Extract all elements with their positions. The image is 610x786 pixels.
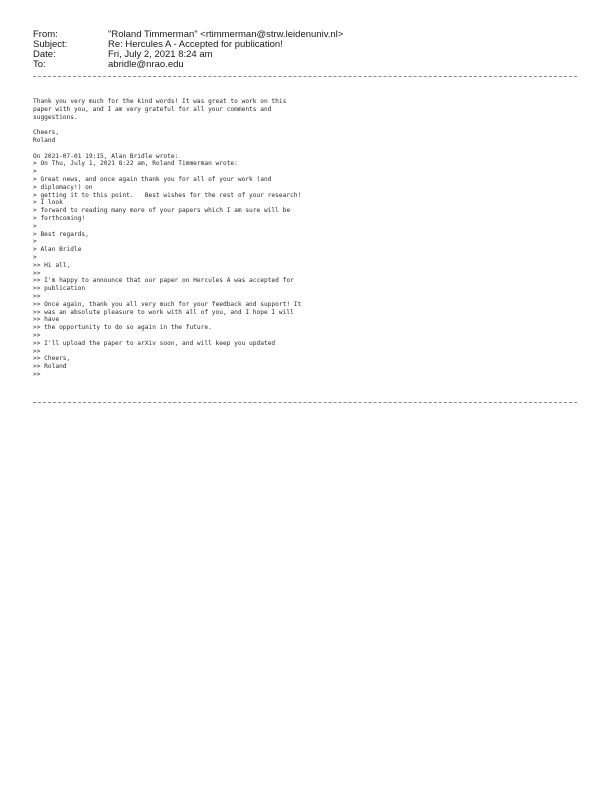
body-line: Thank you very much for the kind words! It was great to work on this — [33, 98, 287, 105]
body-line: >> — [33, 269, 41, 277]
body-line: paper with you, and I am very grateful for all your comments and — [33, 105, 272, 113]
to-row — [33, 60, 343, 70]
body-line: >> — [33, 347, 41, 355]
body-line: Roland — [33, 136, 56, 144]
body-line: >> publication — [33, 285, 86, 293]
body-line: >> Once again, thank you all very much for your feedback and support! It — [33, 300, 302, 308]
date-label: Date: — [33, 49, 56, 60]
body-line: > forward to reading many more of your papers which I am sure will be — [33, 207, 291, 215]
body-line: On 2021-07-01 19:15, Alan Bridle wrote: — [33, 152, 179, 160]
date-value: Fri, July 2, 2021 8:24 am — [108, 49, 213, 60]
body-line: > Great news, and once again thank you for all of your work (and — [33, 175, 272, 183]
to-label: To: — [33, 59, 46, 70]
body-line: >> Hi all, — [33, 261, 71, 269]
body-line: > — [33, 238, 37, 246]
body-line: >> — [33, 331, 41, 339]
body-line: >> I'll upload the paper to arXiv soon, and will keep you updated — [33, 339, 276, 347]
subject-value: Re: Hercules A - Accepted for publication! — [108, 39, 283, 50]
header-divider — [33, 76, 577, 77]
email-header — [33, 30, 343, 70]
body-line — [33, 145, 573, 153]
date-row — [33, 50, 343, 60]
body-line: > — [33, 222, 37, 230]
body-line: > Alan Bridle — [33, 246, 82, 254]
subject-label: Subject: — [33, 39, 68, 50]
body-line: > Best regards, — [33, 230, 89, 238]
body-line: >> I'm happy to announce that our paper on Hercules A was accepted for — [33, 277, 294, 285]
to-value: abridle@nrao.edu — [108, 59, 184, 70]
body-line: > — [33, 253, 37, 261]
body-line: suggestions. — [33, 113, 78, 121]
body-line: >> — [33, 292, 41, 300]
email-body — [33, 98, 573, 379]
body-line: > getting it to this point. Best wishes for the rest of your research! — [33, 191, 302, 199]
body-line: Cheers, — [33, 129, 60, 137]
body-line: > I look — [33, 199, 63, 207]
body-line: > forthcoming! — [33, 214, 86, 222]
body-line: > — [33, 168, 37, 176]
body-line: > On Thu, July 1, 2021 8:22 am, Roland Timmerman wrote: — [33, 160, 238, 168]
body-line: >> the opportunity to do so again in the future. — [33, 324, 212, 332]
body-line: >> have — [33, 316, 60, 324]
footer-divider — [33, 402, 577, 403]
body-line: >> Cheers, — [33, 355, 71, 363]
body-line — [33, 121, 573, 129]
from-label: From: — [33, 29, 58, 40]
body-line: > diplomacy!) on — [33, 183, 93, 191]
body-line: >> Roland — [33, 363, 67, 371]
body-line: >> was an absolute pleasure to work with all of you, and I hope I will — [33, 308, 294, 316]
body-line: >> — [33, 370, 41, 378]
from-value: "Roland Timmerman" <rtimmerman@strw.leidenuniv.nl> — [108, 29, 344, 40]
